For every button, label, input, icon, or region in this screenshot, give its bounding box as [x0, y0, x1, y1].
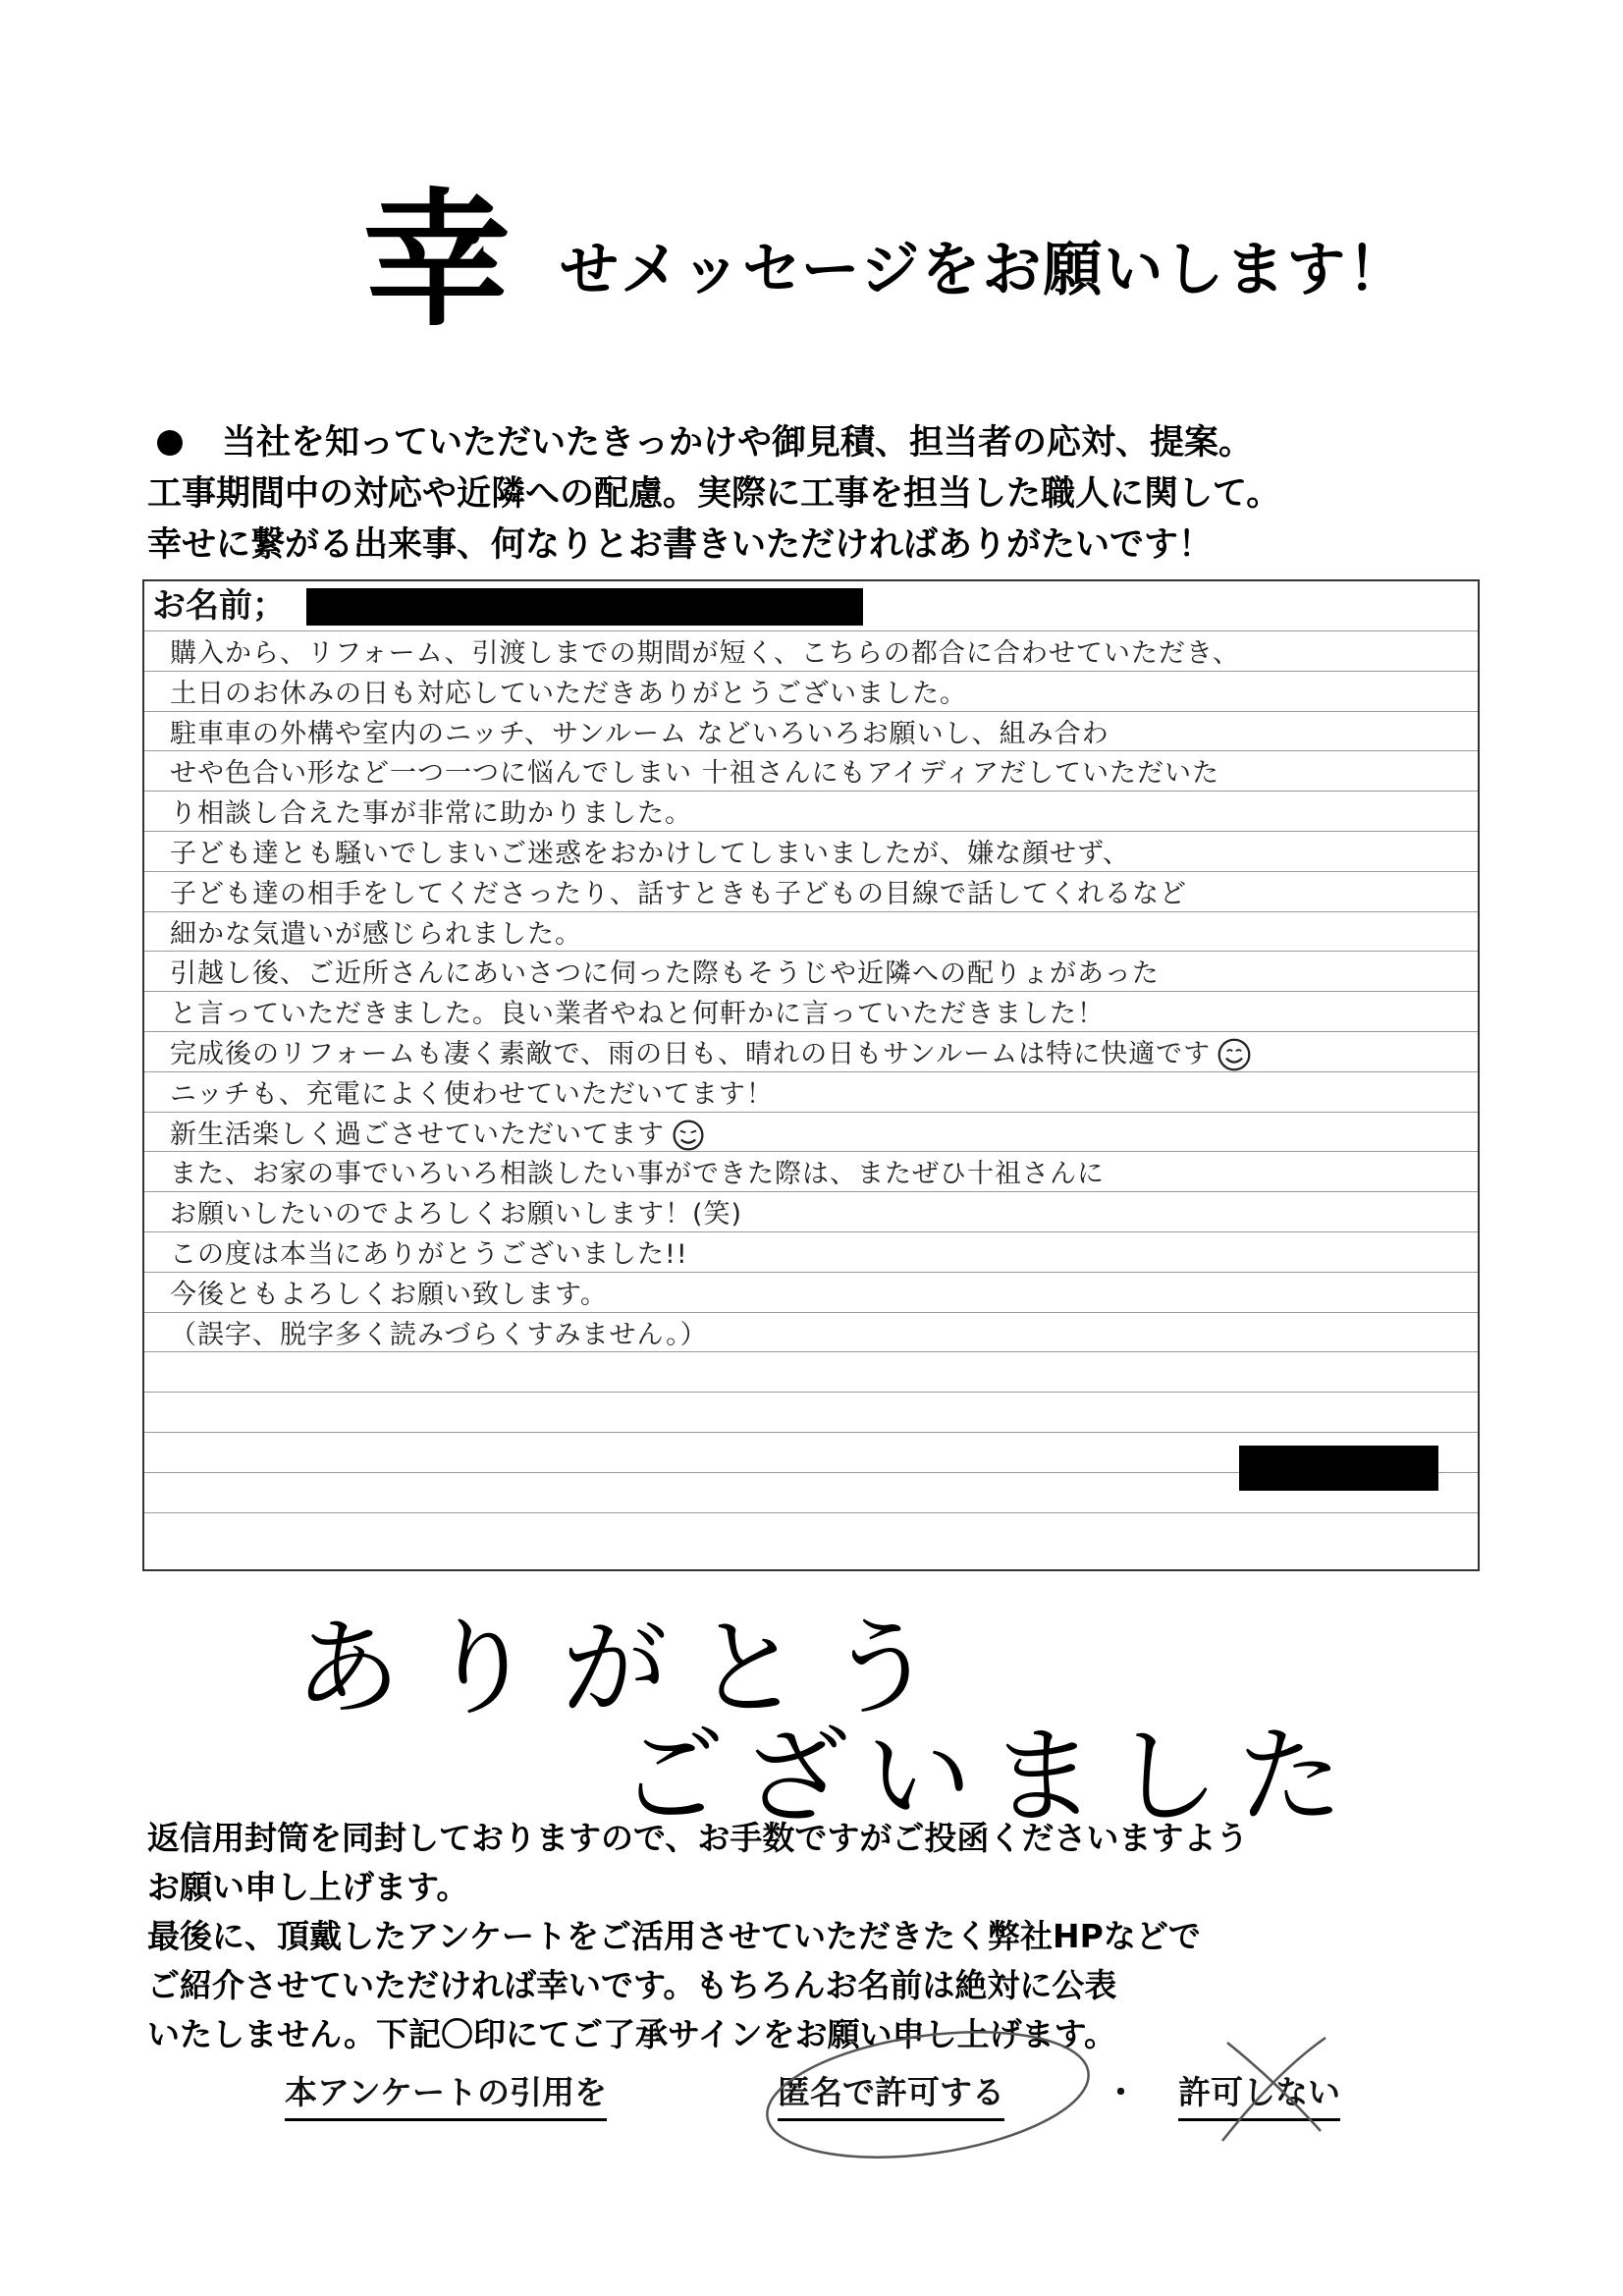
message-line: ニッチも、充電によく使わせていただいてます！ — [170, 1078, 774, 1110]
ruled-line — [144, 1432, 1478, 1433]
message-line: せや色合い形など一つ一つに悩んでしまい 十祖さんにもアイディアだしていただいた — [170, 758, 1219, 790]
smiley-icon — [1217, 1037, 1252, 1072]
intro-line-3: 幸せに繋がる出来事、何なりとお書きいただければありがたいです！ — [147, 525, 1214, 565]
handwritten-message[interactable] — [170, 634, 1466, 1355]
message-line: 引越し後、ご近所さんにあいさつに伺った際もそうじや近隣への配りょがあった — [170, 958, 1160, 990]
title-emphasis-kanji: 幸 — [363, 174, 512, 347]
outro-instructions — [147, 1814, 1502, 2059]
name-row — [144, 581, 1478, 630]
intro-line-1: 当社を知っていただいたきっかけや御見積、担当者の応対、提案。 — [147, 417, 1483, 468]
message-line: （誤字、脱字多く読みづらくすみません。） — [170, 1319, 708, 1350]
consent-row — [0, 2067, 1623, 2126]
message-line: り相談し合えた事が非常に助かりました。 — [170, 798, 692, 830]
outro-line: 最後に、頂戴したアンケートをご活用させていただきたく弊社HPなどで — [147, 1917, 1201, 1955]
signature-redaction — [1239, 1446, 1438, 1491]
consent-separator: ・ — [1105, 2073, 1137, 2111]
ruled-line — [144, 1392, 1478, 1393]
name-label: お名前； — [152, 586, 286, 626]
message-line: 今後ともよろしくお願い致します。 — [170, 1279, 608, 1310]
message-line-with-smiley: 完成後のリフォームも凄く素敵で、雨の日も、晴れの日もサンルームは特に快適です — [170, 1035, 1466, 1075]
message-line: この度は本当にありがとうございました!! — [170, 1238, 688, 1270]
message-line: お願いしたいのでよろしくお願いします！(笑) — [170, 1199, 743, 1230]
thanks-message — [295, 1608, 1375, 1838]
page-title — [363, 172, 1443, 349]
message-line: 細かな気遣いが感じられました。 — [170, 918, 582, 950]
bullet-icon — [157, 430, 183, 456]
name-redaction — [306, 588, 863, 626]
outro-line: 返信用封筒を同封しておりますので、お手数ですがご投函くださいますよう — [147, 1819, 1249, 1857]
consent-option-deny[interactable]: 許可しない — [1178, 2067, 1340, 2121]
message-line: また、お家の事でいろいろ相談したい事ができた際は、またぜひ十祖さんに — [170, 1159, 1105, 1190]
intro-instructions — [147, 417, 1483, 571]
message-line: 購入から、リフォーム、引渡しまでの期間が短く、こちらの都合に合わせていただき、 — [170, 638, 1240, 669]
message-line: 駐車車の外構や室内のニッチ、サンルーム などいろいろお願いし、組み合わ — [170, 718, 1109, 749]
message-line-with-smiley: 新生活楽しく過ごさせていただいてます — [170, 1116, 1466, 1156]
consent-label: 本アンケートの引用を — [285, 2067, 607, 2121]
smiley-icon — [671, 1118, 706, 1153]
message-form — [142, 579, 1480, 1571]
message-line: 子ども達の相手をしてくださったり、話すときも子どもの目線で話してくれるなど — [170, 878, 1187, 909]
outro-line: いたしません。下記〇印にてご了承サインをお願い申し上げます。 — [147, 2015, 1117, 2053]
intro-line-2: 工事期間中の対応や近隣への配慮。実際に工事を担当した職人に関して。 — [147, 474, 1281, 514]
message-line: 土日のお休みの日も対応していただきありがとうございました。 — [170, 678, 967, 709]
ruled-line — [144, 1512, 1478, 1513]
consent-option-anonymous[interactable]: 匿名で許可する — [778, 2067, 1004, 2121]
title-text: せメッセージをお願いします！ — [560, 236, 1409, 304]
outro-line: お願い申し上げます。 — [147, 1868, 469, 1906]
message-line: と言っていただきました。良い業者やねと何軒かに言っていただきました！ — [170, 999, 1105, 1030]
thanks-line-1: ありがとう — [295, 1608, 963, 1730]
outro-line: ご紹介させていただければ幸いです。もちろんお名前は絶対に公表 — [147, 1966, 1117, 2004]
ruled-line — [144, 630, 1478, 631]
thanks-line-2: ございました — [619, 1716, 1362, 1838]
message-line: 子ども達とも騒いでしまいご迷惑をおかけしてしまいましたが、嫌な顔せず、 — [170, 838, 1130, 869]
